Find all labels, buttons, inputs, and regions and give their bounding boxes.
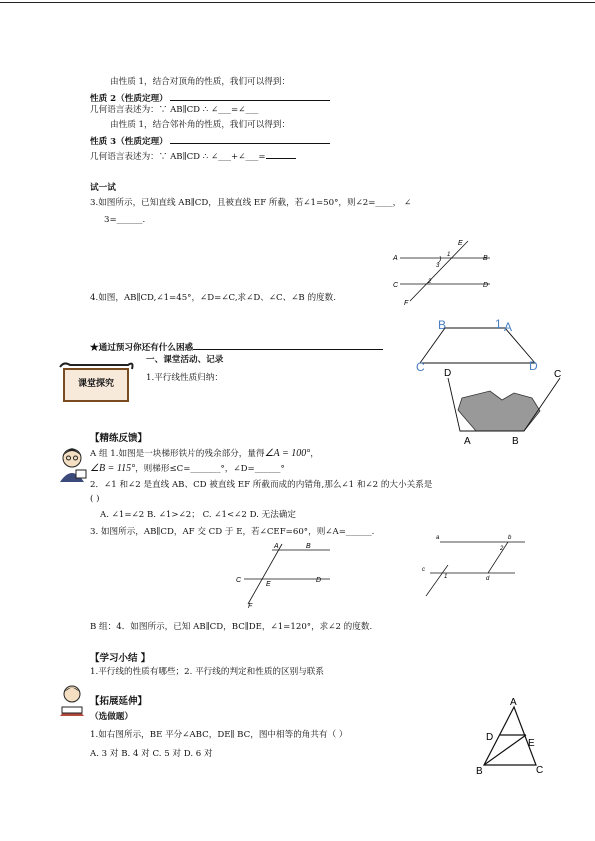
label-f: F [404,300,409,307]
fig3-label-b: b [508,535,512,541]
label-3: 3 [436,263,440,269]
try-heading: 试一试 [90,183,116,193]
property-3-title: 性质 3（性质定理） [90,134,330,148]
trap-label-c: C [416,360,425,374]
angle-arc [438,256,441,263]
activity-item-1: 1.平行线性质归纳： [146,373,223,383]
figure-parallel-zigzag [420,530,530,600]
extend-q1: 1.如右图所示，BE 平分∠ABC，DE∥ BC，图中相等的角共有（ ） [90,730,348,740]
tri-label-c: C [536,765,544,776]
trap-label-a: A [504,320,513,334]
fig3-label-c: c [422,567,425,573]
question-4: 4.如图，AB∥CD,∠1=45°，∠D=∠C,求∠D、∠C、∠B 的度数. [90,293,336,303]
question-3-line1: 3.如图所示，已知直线 AB∥CD，且被直线 EF 所截，若∠1=50°，则∠2=____， ∠ [90,198,412,208]
fig3-label-2: 2 [500,546,504,552]
group-a-q2: 2．∠1 和∠2 是直线 AB、CD 被直线 EF 所截而成的内错角,那么∠1 和∠2 的大小关系是 [90,480,433,490]
fig3-label-d: d [486,576,490,582]
pent-label-b: B [512,436,519,447]
trap-label-1: 1 [495,317,502,331]
pent-label-d: D [444,368,452,379]
teacher-icon [56,446,88,484]
fig2-label-a: A [274,543,279,550]
activity-heading: 一、课堂活动、记录 [146,355,224,365]
line-right-diag [488,542,508,573]
property-intro-1: 由性质 1，结合对顶角的性质，我们可以得到： [110,77,291,87]
tri-label-e: E [528,738,535,749]
fig2-label-b: B [306,543,311,550]
line-ef [410,241,468,301]
label-a: A [393,255,398,262]
extend-subheading: （选做题） [90,712,133,722]
preview-question: ★通过预习你还有什么困惑 [90,340,383,354]
label-2: 2 [428,279,432,285]
pent-label-a: A [464,436,471,447]
fig2-label-c: C [236,577,242,584]
label-d: D [483,282,489,289]
fig2-label-f: F [248,603,253,610]
classroom-badge [58,361,134,405]
group-a-q2-options: A. ∠1=∠2 B. ∠1>∠2； C. ∠1<∠2 D. 无法确定 [100,510,297,520]
figure-af-crossing [230,538,340,610]
figure-broken-trapezoid [440,365,560,450]
label-e: E [458,240,463,247]
extend-heading: 【拓展延伸】 [90,696,148,707]
trap-label-b: B [438,318,447,332]
fig2-label-d: D [316,577,322,584]
badge-text: 课堂探究 [77,379,114,389]
group-a-q3: 3. 如图所示，AB∥CD，AF 交 CD 于 E，若∠CEF=60°，则∠A=______. [90,527,375,537]
group-a-q1: A 组 1.如图是一块梯形铁片的残余部分，量得∠A = 100°， [90,448,319,459]
property-3-geometry: 几何语言表述为：∵ AB∥CD ∴ ∠___+∠___= [90,149,296,163]
tri-label-d: D [486,732,494,743]
label-c: C [393,282,399,289]
fig3-label-a: a [436,535,440,541]
fig2-label-e: E [266,581,271,588]
group-b-q4: B 组：4．如图所示，已知 AB∥CD，BC∥DE，∠1=120°，求∠2 的度数. [90,622,373,632]
line-af [248,544,282,604]
trapezoid-shape [420,328,535,363]
tri-label-b: B [476,766,483,777]
figure-triangle-bisector [470,695,550,777]
pent-label-c: C [554,369,562,380]
property-intro-2: 由性质 1，结合邻补角的性质，我们可以得到： [110,120,291,130]
feedback-heading: 【精练反馈】 [90,433,148,444]
label-1: 1 [447,252,451,258]
label-b: B [483,255,488,262]
line-left-diag [426,565,448,596]
tri-label-a: A [510,697,517,708]
summary-text: 1.平行线的性质有哪些；2. 平行线的判定和性质的区别与联系 [90,667,324,677]
question-3-line2: 3=______. [104,215,146,225]
extend-options: A. 3 对 B. 4 对 C. 5 对 D. 6 对 [90,749,213,759]
group-a-q2-paren: ( ) [90,494,100,504]
figure-parallel-lines-ef [390,238,500,308]
fig3-label-1: 1 [444,574,448,580]
group-a-q1-cont: ∠B = 115°，则梯形≤C=_______°，∠D=______° [90,463,285,474]
trap-label-d: D [529,359,538,373]
student-reading-icon [56,684,88,718]
property-2-title: 性质 2（性质定理） [90,91,330,105]
page-top-rule [0,2,595,3]
summary-heading: 【学习小结 】 [90,653,151,664]
property-2-geometry: 几何语言表述为：∵ AB∥CD ∴ ∠___=∠___ [90,105,259,115]
